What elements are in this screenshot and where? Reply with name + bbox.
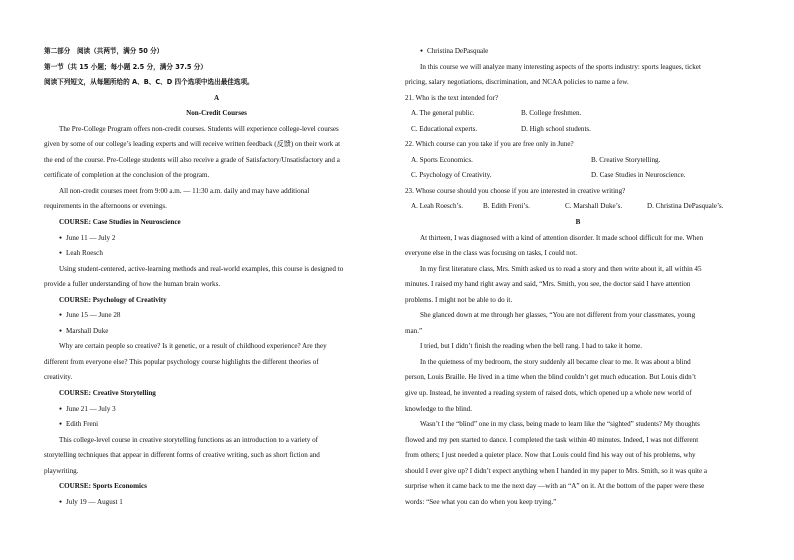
text-line: creativity. bbox=[44, 373, 73, 382]
text-line: In this course we will analyze many interesting aspects of the sports industry: sports leagues, ticket bbox=[420, 62, 701, 71]
text-line: man.” bbox=[405, 326, 423, 335]
question-23 bbox=[405, 184, 751, 215]
option-row bbox=[405, 199, 751, 215]
left-column bbox=[44, 44, 389, 510]
option-row bbox=[405, 168, 751, 184]
text-line: All non-credit courses meet from 9:00 a.m. — 11:30 a.m. daily and may have additional bbox=[59, 186, 310, 195]
passage-b-paragraph-3 bbox=[405, 308, 751, 339]
text-line: She glanced down at me through her glasses, “You are not different from your classmates, young bbox=[420, 311, 696, 320]
text-line: knowledge to the blind. bbox=[405, 404, 472, 413]
option-c: C. Psychology of Creativity. bbox=[411, 171, 492, 180]
text-line: different from everyone else? This popular psychology course highlights the different theories of bbox=[44, 357, 319, 366]
course-heading: COURSE: Sports Economics bbox=[59, 482, 147, 491]
course-dates: ● June 21 — July 3 bbox=[44, 402, 389, 418]
text-line: Why are certain people so creative? Is it genetic, or a result of childhood experience? Are they bbox=[59, 342, 327, 351]
text-line: Wasn’t I the “blind” one in my class, being made to learn like the “sighted” students? My thoughts bbox=[420, 420, 700, 429]
text-line: everyone else in the class was focusing on tasks, I could not. bbox=[405, 249, 577, 258]
course-dates: ● July 19 — August 1 bbox=[44, 495, 389, 511]
option-row bbox=[405, 122, 751, 138]
course-instructor: ● Christina DePasquale bbox=[405, 44, 751, 60]
course-instructor: ● Leah Roesch bbox=[44, 246, 389, 262]
text-line: words: “See what you can do when you keep trying.” bbox=[405, 497, 557, 506]
passage-b-label: B bbox=[575, 218, 581, 227]
course-heading: COURSE: Creative Storytelling bbox=[59, 389, 156, 398]
question-stem: 21. Who is the text intended for? bbox=[405, 93, 499, 102]
text-line: The Pre-College Program offers non-credit courses. Students will experience college-level courses bbox=[59, 124, 339, 133]
question-21 bbox=[405, 91, 751, 138]
text-line: pricing, salary negotiations, discrimination, and NCAA policies to name a few. bbox=[405, 78, 629, 87]
option-d: D. High school students. bbox=[521, 124, 591, 133]
text-line: I tried, but I didn’t finish the reading when the bell rang. I had to take it home. bbox=[420, 342, 643, 351]
course-instructor: ● Marshall Duke bbox=[44, 324, 389, 340]
option-row bbox=[405, 106, 751, 122]
time-paragraph bbox=[44, 184, 389, 215]
course-heading: COURSE: Psychology of Creativity bbox=[59, 295, 167, 304]
text-line: provide a fuller understanding of how the human brain works. bbox=[44, 280, 221, 289]
text-line: At thirteen, I was diagnosed with a kind of attention disorder. It made school difficult for me. When bbox=[420, 233, 704, 242]
option-c: C. Marshall Duke’s. bbox=[565, 202, 623, 211]
text-line: the end of the course. Pre-College students will also receive a grade of Satisfactory/Unsatisfactory and a bbox=[44, 155, 340, 164]
course-storytelling bbox=[44, 386, 389, 479]
course-instructor: ● Edith Freni bbox=[44, 417, 389, 433]
passage-b-paragraph-2 bbox=[405, 262, 751, 309]
question-stem: 23. Whose course should you choose if you are interested in creative writing? bbox=[405, 186, 626, 195]
text-line: This college-level course in creative storytelling functions as an introduction to a variety of bbox=[59, 435, 319, 444]
course-psychology bbox=[44, 293, 389, 386]
text-line: certificate of completion at the conclusion of the program. bbox=[44, 171, 210, 180]
text-line: give up. Instead, he invented a reading system of raised dots, which opened up a whole new world of bbox=[405, 389, 692, 398]
option-d: D. Case Studies in Neuroscience. bbox=[591, 171, 686, 180]
question-stem: 22. Which course can you take if you are free only in June? bbox=[405, 140, 574, 149]
option-b: B. Edith Freni’s. bbox=[483, 202, 530, 211]
text-line: flowed and my pen started to dance. I completed the task within 40 minutes. Indeed, I was not different bbox=[405, 435, 699, 444]
text-line: requirements in the afternoons or evenings. bbox=[44, 202, 167, 211]
option-a: A. Leah Roesch’s. bbox=[411, 202, 464, 211]
text-line: from others; I just needed a quieter place. Now that Louis could find his way out of his problems, why bbox=[405, 451, 696, 460]
option-b: B. Creative Storytelling. bbox=[591, 155, 661, 164]
option-c: C. Educational experts. bbox=[411, 124, 478, 133]
text-line: storytelling techniques that appear in different forms of creative writing, such as short fiction and bbox=[44, 451, 320, 460]
option-b: B. College freshmen. bbox=[521, 109, 582, 118]
text-line: given by some of our college’s leading experts and will receive written feedback (反馈) on their work at bbox=[44, 140, 341, 149]
course-dates: ● June 11 — July 2 bbox=[44, 231, 389, 247]
passage-b-paragraph-6 bbox=[405, 417, 751, 510]
passage-b-paragraph-1 bbox=[405, 231, 751, 262]
passage-a-title: Non-Credit Courses bbox=[186, 109, 247, 118]
passage-a-label: A bbox=[213, 93, 220, 102]
question-22 bbox=[405, 137, 751, 184]
option-a: A. Sports Economics. bbox=[411, 155, 473, 164]
passage-b-paragraph-5 bbox=[405, 355, 751, 417]
option-a: A. The general public. bbox=[411, 109, 475, 118]
text-line: problems. I might not be able to do it. bbox=[405, 295, 513, 304]
text-line: person, Louis Braille. He lived in a time when the blind couldn’t get much education. But Louis didn’t bbox=[405, 373, 696, 382]
course-sports-economics bbox=[44, 479, 389, 510]
option-row bbox=[405, 153, 751, 169]
text-line: minutes. I raised my hand right away and said, “Mrs. Smith, you see, the doctor said I have attention bbox=[405, 280, 691, 289]
course-heading: COURSE: Case Studies in Neuroscience bbox=[59, 218, 181, 227]
text-line: Using student-centered, active-learning methods and real-world examples, this course is designed to bbox=[59, 264, 344, 273]
subsection-title: 第一节（共 15 小题；每小题 2.5 分，满分 37.5 分） bbox=[44, 62, 207, 71]
instructions: 阅读下列短文，从每题所给的 A、B、C、D 四个选项中选出最佳选项。 bbox=[44, 78, 254, 87]
course-dates: ● June 15 — June 28 bbox=[44, 308, 389, 324]
course-neuroscience bbox=[44, 215, 389, 293]
right-column bbox=[405, 44, 751, 510]
text-line: surprise when it came back to me the next day —with an “A” on it. At the bottom of the paper were these bbox=[405, 482, 705, 491]
text-line: playwriting. bbox=[44, 466, 79, 475]
intro-paragraph bbox=[44, 122, 389, 184]
text-line: In the quietness of my bedroom, the story suddenly all became clear to me. It was about a blind bbox=[420, 357, 691, 366]
option-d: D. Christina DePasquale’s. bbox=[647, 202, 724, 211]
passage-b-paragraph-4 bbox=[405, 339, 751, 355]
text-line: In my first literature class, Mrs. Smith asked us to read a story and then write about it, all within 45 bbox=[420, 264, 702, 273]
text-line: should I ever give up? I didn’t expect anything when I handed in my paper to Mrs. Smith, so it was quite a bbox=[405, 466, 708, 475]
section-title: 第二部分 阅读（共两节，满分 50 分） bbox=[44, 47, 164, 55]
